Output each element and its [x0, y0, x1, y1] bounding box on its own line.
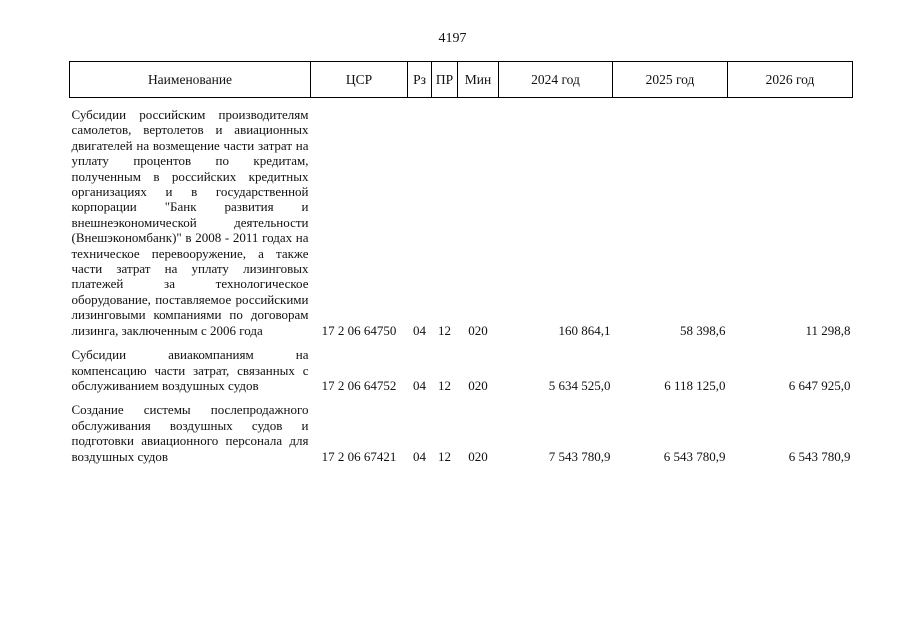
row-rz: 04	[413, 377, 426, 393]
row-min: 020	[468, 448, 488, 464]
row-rz: 04	[413, 322, 426, 338]
header-rz: Рз	[408, 62, 432, 98]
row-csr: 17 2 06 64750	[321, 322, 397, 338]
row-rz: 04	[413, 448, 426, 464]
row-2025: 6 118 125,0	[664, 377, 726, 393]
row-2025: 6 543 780,9	[663, 448, 726, 464]
header-2025: 2025 год	[613, 62, 728, 98]
table-row	[70, 107, 853, 338]
row-2026: 11 298,8	[805, 322, 851, 338]
row-pr: 12	[438, 377, 451, 393]
header-csr: ЦСР	[311, 62, 408, 98]
header-min: Мин	[458, 62, 499, 98]
row-pr: 12	[438, 448, 451, 464]
header-name: Наименование	[70, 62, 311, 98]
page-number: 4197	[438, 31, 467, 46]
row-2026: 6 647 925,0	[788, 377, 851, 393]
row-name: Создание системы послепродажного обслуживания воздушных судов и подготовки авиационного персонала для воздушных судов	[71, 402, 309, 464]
row-pr: 12	[438, 322, 451, 338]
table-header-row	[70, 62, 853, 98]
table-row	[70, 347, 853, 393]
header-pr: ПР	[432, 62, 458, 98]
header-2026: 2026 год	[728, 62, 853, 98]
row-2025: 58 398,6	[680, 322, 726, 338]
budget-table	[69, 61, 853, 464]
row-csr: 17 2 06 64752	[321, 377, 397, 393]
row-name: Субсидии авиакомпаниям на компенсацию части затрат, связанных с обслуживанием воздушных судов	[71, 347, 309, 393]
row-2024: 5 634 525,0	[548, 377, 611, 393]
row-name: Субсидии российским производителям самолетов, вертолетов и авиационных двигателей на возмещение части затрат на уплату процентов по кредитам, полученным в российских кредитных организациях и в государственной корпорации "Банк развития и внешнеэкономической деятельности (Внешэкономбанк)" в 2008 - 2011 годах на техническое перевооружение, а также части затрат на уплату лизинговых платежей за технологическое оборудование, поставляемое российскими лизинговыми компаниями по договорам лизинга, заключенным с 2006 года	[71, 107, 309, 338]
table-row	[70, 402, 853, 464]
row-csr: 17 2 06 67421	[321, 448, 397, 464]
row-2024: 7 543 780,9	[548, 448, 611, 464]
row-2024: 160 864,1	[558, 322, 611, 338]
header-2024: 2024 год	[499, 62, 613, 98]
row-min: 020	[468, 377, 488, 393]
row-2026: 6 543 780,9	[788, 448, 851, 464]
row-min: 020	[468, 322, 488, 338]
